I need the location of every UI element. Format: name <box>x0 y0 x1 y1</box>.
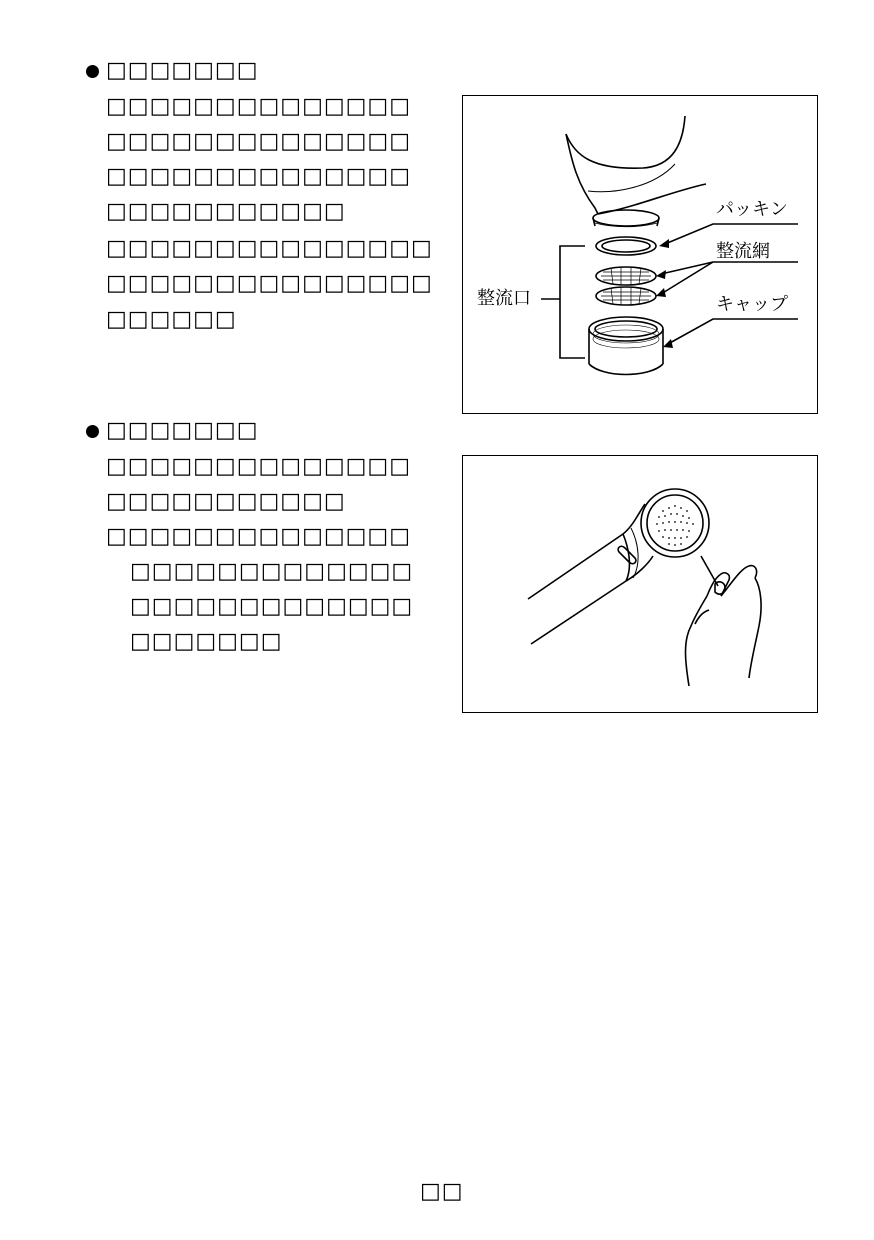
shower-head-diagram <box>463 456 819 714</box>
section2-line-4: □□□□□□□□□□□□□ <box>130 559 414 584</box>
bullet-icon <box>86 425 99 438</box>
shower-head-cleaning-figure <box>462 455 818 713</box>
page-number: □□ <box>420 1179 464 1204</box>
section2-line-2: □□□□□□□□□□□ <box>106 489 346 514</box>
section2-line-5: □□□□□□□□□□□□□ <box>130 594 414 619</box>
section2-heading: □□□□□□□ <box>106 418 259 443</box>
section1-line-5: □□□□□□□□□□□□□□□ <box>106 236 433 261</box>
section2-line-3: □□□□□□□□□□□□□□ <box>106 524 412 549</box>
section1-line-1: □□□□□□□□□□□□□□ <box>106 94 412 119</box>
cap-label: キャップ <box>716 294 788 315</box>
section1-heading: □□□□□□□ <box>106 58 259 83</box>
section1-line-2: □□□□□□□□□□□□□□ <box>106 129 412 154</box>
aerator-parts-figure <box>462 95 818 414</box>
packing-label: パッキン <box>716 199 788 220</box>
section1-line-6: □□□□□□□□□□□□□□□ <box>106 271 433 296</box>
section1-line-4: □□□□□□□□□□□ <box>106 199 346 224</box>
outlet-label: 整流口 <box>477 288 531 309</box>
section2-line-1: □□□□□□□□□□□□□□ <box>106 454 412 479</box>
mesh-label: 整流網 <box>716 241 770 262</box>
section2-line-6: □□□□□□□ <box>130 629 283 654</box>
shower-holes <box>656 505 694 546</box>
bullet-icon <box>86 65 99 78</box>
section1-line-7: □□□□□□ <box>106 307 237 332</box>
section1-line-3: □□□□□□□□□□□□□□ <box>106 164 412 189</box>
